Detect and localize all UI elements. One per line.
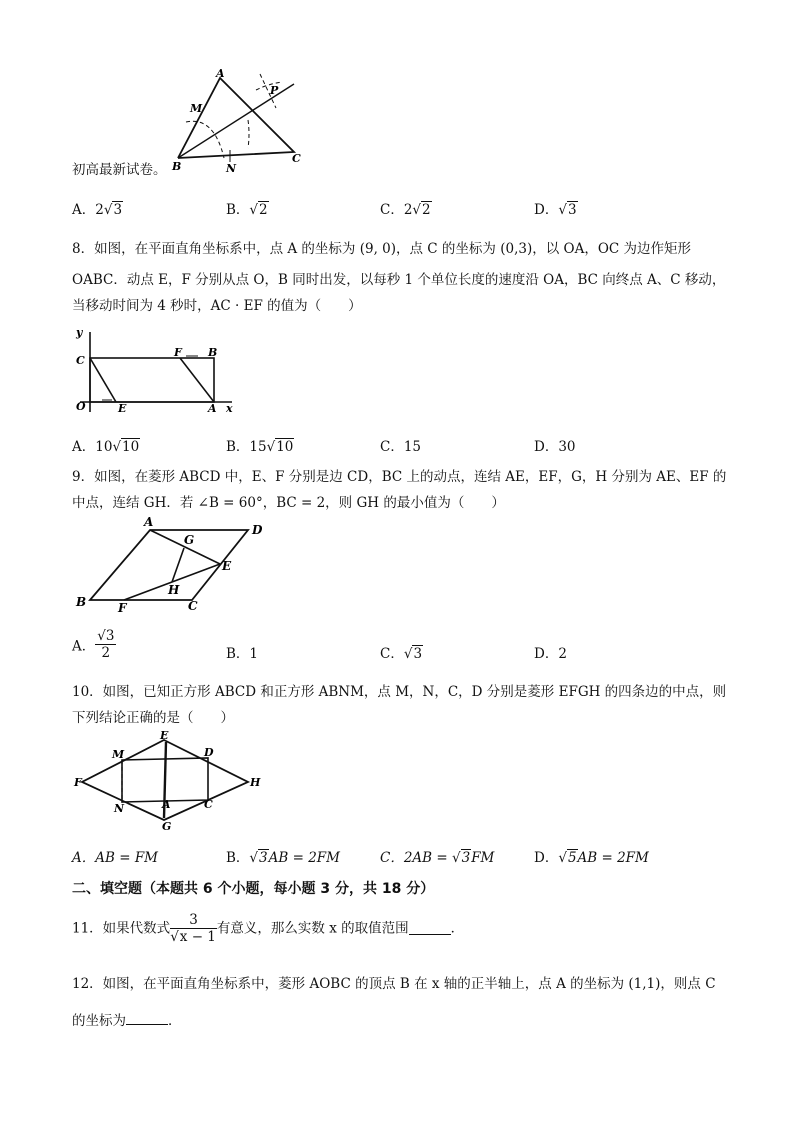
- q8-label-o: O: [76, 400, 86, 413]
- q10-label-m: M: [112, 748, 125, 761]
- q10-label-g: G: [162, 820, 172, 832]
- q7-option-a: A．2√3: [72, 202, 123, 218]
- q8-label-b: B: [208, 346, 218, 359]
- q10-label-c: C: [204, 798, 213, 811]
- q7-triangle-figure: [168, 64, 308, 176]
- q9-option-a: A． $\frac{√3}{2}$: [72, 628, 115, 661]
- q9-rhombus-figure: [72, 514, 272, 614]
- q9-label-e: E: [222, 559, 232, 573]
- q7-label-m: M: [190, 102, 203, 115]
- q10-label-n: N: [114, 802, 125, 815]
- q9-option-b: B．1: [226, 646, 259, 662]
- q10-rhombus-figure: [72, 728, 272, 832]
- q8-label-f: F: [174, 346, 182, 359]
- top-caption: 初高最新试卷。: [72, 162, 167, 178]
- q9-option-d: D．2: [534, 646, 567, 662]
- q10-line1: 10．如图，已知正方形 ABCD 和正方形 ABNM，点 M，N，C，D 分别是菱形 EFGH 的四条边的中点，则: [72, 684, 727, 700]
- q8-rectangle-figure: [72, 326, 242, 418]
- section-2-title: 二、填空题（本题共 6 个小题，每小题 3 分，共 18 分）: [72, 881, 435, 897]
- q9-label-f: F: [118, 601, 127, 614]
- q10-option-b: B．√3AB = 2FM: [226, 850, 340, 866]
- q8-option-d: D．30: [534, 439, 576, 455]
- q12-answer-blank[interactable]: [126, 1012, 168, 1025]
- q10-option-c: C．2AB = √3FM: [380, 850, 495, 866]
- q8-option-a: A．10√10: [72, 439, 140, 455]
- q7-label-n: N: [226, 162, 237, 175]
- q9-label-b: B: [76, 595, 87, 609]
- q10-option-a: A．AB = FM: [72, 850, 159, 866]
- q10-label-e: E: [160, 729, 169, 742]
- q10-label-f: F: [74, 776, 82, 789]
- q8-label-e: E: [118, 402, 127, 415]
- q12-line1: 12．如图，在平面直角坐标系中，菱形 AOBC 的顶点 B 在 x 轴的正半轴上，点 A 的坐标为 (1,1)，则点 C: [72, 976, 716, 992]
- q8-label-c: C: [76, 354, 85, 367]
- q9-label-a: A: [144, 515, 154, 529]
- q7-label-b: B: [172, 160, 182, 173]
- q7-option-b: B．√2: [226, 202, 268, 218]
- q9-label-h: H: [168, 583, 180, 597]
- q8-label-y: y: [76, 326, 83, 339]
- q9-label-d: D: [252, 523, 263, 537]
- q9-line2: 中点，连结 GH．若 ∠B = 60°，BC = 2，则 GH 的最小值为（ ）: [72, 495, 505, 511]
- q8-line3: 当移动时间为 4 秒时，AC · EF 的值为（ ）: [72, 298, 362, 314]
- q10-line2: 下列结论正确的是（ ）: [72, 710, 234, 726]
- q7-label-a: A: [216, 67, 225, 80]
- q7-label-p: P: [270, 84, 279, 97]
- q7-label-c: C: [292, 152, 301, 165]
- q9-option-c: C．√3: [380, 646, 423, 662]
- q10-label-h: H: [250, 776, 261, 789]
- q10-option-d: D．√5AB = 2FM: [534, 850, 649, 866]
- q12-line2: 的坐标为 ．: [72, 1013, 182, 1029]
- q8-line1: 8．如图，在平面直角坐标系中，点 A 的坐标为 (9, 0)，点 C 的坐标为 (0,3)，以 OA，OC 为边作矩形: [72, 241, 692, 257]
- q11-line: 11．如果代数式 $\frac{3}{√x - 1}$ 有意义，那么实数 x 的取值范围 ．: [72, 912, 465, 945]
- q11-fraction: $\frac{3}{√x - 1}$: [170, 912, 216, 945]
- q8-label-x: x: [226, 402, 233, 415]
- q10-label-d: D: [204, 746, 214, 759]
- q7-option-d: D．√3: [534, 202, 577, 218]
- q9-line1: 9．如图，在菱形 ABCD 中，E、F 分别是边 CD，BC 上的动点，连结 AE，EF，G，H 分别为 AE、EF 的: [72, 469, 727, 485]
- q11-answer-blank[interactable]: [409, 922, 451, 935]
- q10-label-a: A: [162, 798, 171, 811]
- q8-option-b: B．15√10: [226, 439, 294, 455]
- q8-option-c: C．15: [380, 439, 422, 455]
- q8-line2: OABC．动点 E，F 分别从点 O，B 同时出发，以每秒 1 个单位长度的速度沿 OA，BC 向终点 A、C 移动，: [72, 272, 726, 288]
- q7-option-c: C．2√2: [380, 202, 431, 218]
- q8-label-a: A: [208, 402, 217, 415]
- q9-label-c: C: [188, 599, 198, 613]
- q9-label-g: G: [184, 533, 195, 547]
